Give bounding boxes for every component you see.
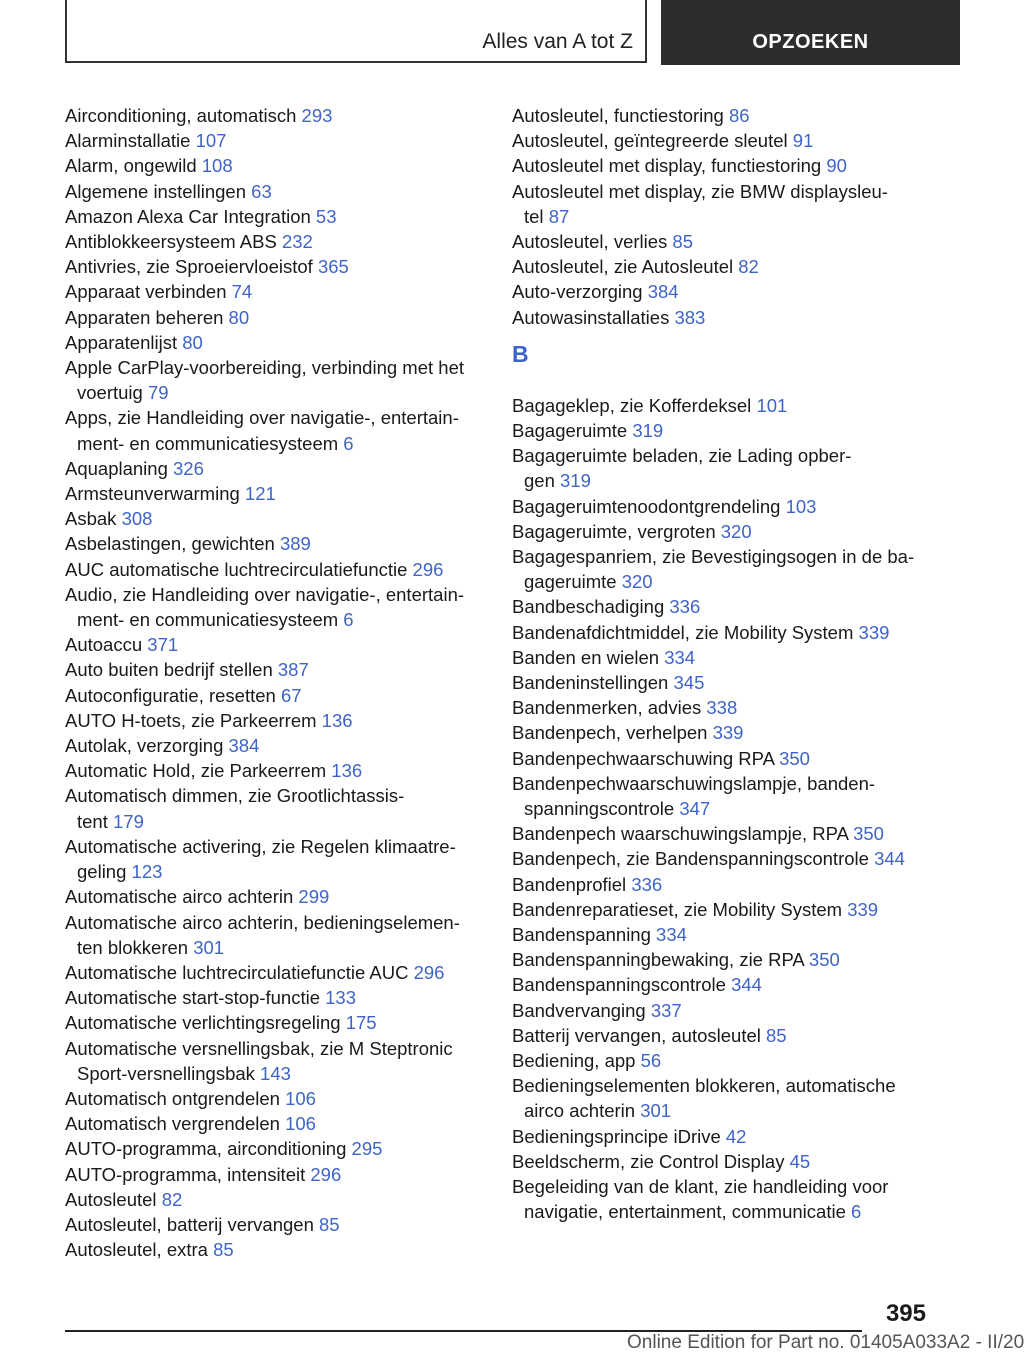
- page-reference-link[interactable]: 6: [343, 432, 354, 454]
- index-entry-text: Autosleutel, geïntegreerde sleutel: [512, 130, 788, 152]
- index-entry: [512, 103, 932, 128]
- index-entry-text: Auto buiten bedrijf stellen: [65, 659, 273, 681]
- index-entry: [512, 594, 932, 619]
- page-reference-link[interactable]: 103: [785, 495, 817, 517]
- page-reference-link[interactable]: 106: [285, 1087, 316, 1109]
- index-entry: [512, 519, 932, 544]
- index-entry: [65, 1086, 485, 1111]
- index-entry-text: Bagageruimte beladen, zie Lading opber-: [512, 445, 852, 467]
- index-entry-text: Airconditioning, automatisch: [65, 105, 297, 126]
- index-entry-text: Bagageruimtenoodontgrendeling: [512, 495, 781, 517]
- index-entry-text: Bandenspanningscontrole: [512, 974, 726, 996]
- index-entry: [65, 330, 485, 355]
- index-entry: [512, 1124, 932, 1149]
- page-reference-link[interactable]: 85: [672, 231, 693, 253]
- page-reference-link[interactable]: 82: [738, 256, 759, 278]
- index-entry: [65, 506, 485, 531]
- page-reference-link[interactable]: 334: [656, 924, 687, 946]
- index-entry: [65, 279, 485, 304]
- index-column-right: [512, 103, 932, 1225]
- index-entry: [65, 557, 485, 582]
- page-reference-link[interactable]: 371: [147, 634, 179, 656]
- index-entry-text: ment- en communicatiesysteem: [77, 432, 339, 454]
- index-entry-text: gageruimte: [524, 571, 617, 593]
- page-reference-link[interactable]: 179: [113, 810, 144, 832]
- index-entry: [512, 494, 932, 519]
- index-entry: [65, 985, 485, 1010]
- index-entry-text: Bandenreparatieset, zie Mobility System: [512, 898, 843, 920]
- index-entry-text: Bedieningselementen blokkeren, automatische: [512, 1075, 896, 1097]
- index-entry-text: Autosleutel, functiestoring: [512, 105, 724, 126]
- index-entry-text: Autosleutel met display, functiestoring: [512, 155, 822, 177]
- index-entry-text: Bandbeschadiging: [512, 596, 665, 618]
- index-entry: [65, 683, 485, 708]
- index-entry: [65, 1010, 485, 1035]
- page-reference-link[interactable]: 82: [161, 1188, 183, 1210]
- index-entry-text: Autosleutel, extra: [65, 1239, 208, 1261]
- tab-label: OPZOEKEN: [752, 31, 869, 53]
- index-entry-text: ment- en communicatiesysteem: [77, 609, 339, 631]
- index-entry: [512, 1048, 932, 1073]
- index-entry-text: AUC automatische luchtrecirculatiefunctie: [65, 558, 408, 580]
- index-entry: [512, 670, 932, 695]
- page-reference-link[interactable]: 384: [228, 735, 260, 757]
- index-entry-text: Autosleutel met display, zie BMW displaysleu-: [512, 180, 888, 202]
- index-entry-text: Asbak: [65, 508, 117, 530]
- index-entry: [65, 884, 485, 909]
- index-entry-text: Automatische airco achterin, bedieningselemen-: [65, 911, 460, 933]
- section-title: Alles van A tot Z: [482, 30, 633, 53]
- index-entry-text: Apparaat verbinden: [65, 281, 227, 303]
- page-reference-link[interactable]: 56: [640, 1050, 662, 1072]
- index-entry: [65, 1036, 485, 1086]
- page-reference-link[interactable]: 301: [640, 1100, 672, 1122]
- page-reference-link[interactable]: 133: [325, 987, 357, 1009]
- index-entry-text: Amazon Alexa Car Integration: [65, 205, 311, 227]
- page-reference-link[interactable]: 338: [706, 697, 738, 719]
- page-reference-link[interactable]: 339: [847, 898, 879, 920]
- index-entry-text: Automatische versnellingsbak, zie M Steptronic: [65, 1037, 453, 1059]
- page-reference-link[interactable]: 101: [756, 394, 788, 416]
- index-entry-text: AUTO H-toets, zie Parkeerrem: [65, 709, 317, 731]
- index-entry-text: spanningscontrole: [524, 798, 675, 820]
- index-entry: [65, 481, 485, 506]
- index-entry-text: Audio, zie Handleiding over navigatie-, entertain-: [65, 583, 465, 605]
- index-entry-text: Bandenprofiel: [512, 873, 627, 895]
- page-reference-link[interactable]: 383: [674, 306, 706, 328]
- page-reference-link[interactable]: 345: [673, 672, 705, 694]
- page-reference-link[interactable]: 350: [853, 823, 884, 845]
- index-entry: [512, 645, 932, 670]
- index-entry-text: Bandenspanning: [512, 924, 651, 946]
- page-reference-link[interactable]: 389: [279, 533, 311, 555]
- page-number: 395: [885, 1300, 926, 1327]
- index-entry-text: Beeldscherm, zie Control Display: [512, 1150, 785, 1172]
- index-entry-text: geling: [77, 861, 127, 883]
- index-entry-text: navigatie, entertainment, communicatie: [524, 1201, 846, 1223]
- index-entry-text: Bagageklep, zie Kofferdeksel: [512, 394, 752, 416]
- page-reference-link[interactable]: 339: [858, 621, 890, 643]
- index-entry: [65, 204, 485, 229]
- index-entry-text: Asbelastingen, gewichten: [65, 533, 275, 555]
- index-entry-text: tel: [524, 205, 544, 227]
- page-reference-link[interactable]: 295: [351, 1138, 383, 1160]
- index-entry-text: Bandenafdichtmiddel, zie Mobility System: [512, 621, 854, 643]
- index-entry: [65, 783, 485, 833]
- page-reference-link[interactable]: 293: [301, 105, 333, 126]
- index-entry-text: Bandvervanging: [512, 999, 646, 1021]
- page-reference-link[interactable]: 365: [317, 256, 349, 278]
- index-entry-text: Autosleutel, zie Autosleutel: [512, 256, 734, 278]
- index-entry: [512, 418, 932, 443]
- index-entry-text: ten blokkeren: [77, 936, 189, 958]
- page-reference-link[interactable]: 320: [621, 571, 653, 593]
- page-reference-link[interactable]: 387: [277, 659, 309, 681]
- index-entry: [65, 128, 485, 153]
- index-entry-text: Bandeninstellingen: [512, 672, 669, 694]
- index-entry: [512, 720, 932, 745]
- index-entry: [65, 103, 485, 128]
- index-entry-text: Automatische activering, zie Regelen klimaatre-: [65, 835, 456, 857]
- index-entry-text: Bandenmerken, advies: [512, 697, 702, 719]
- index-entry: [65, 254, 485, 279]
- index-entry: [512, 179, 932, 229]
- page-reference-link[interactable]: 85: [766, 1024, 787, 1046]
- index-entry-text: Autosleutel, batterij vervangen: [65, 1213, 314, 1235]
- index-entry-text: Autosleutel, verlies: [512, 231, 668, 253]
- index-entry: [65, 305, 485, 330]
- index-entry-text: tent: [77, 810, 108, 832]
- index-entry-text: Bagagespanriem, zie Bevestigingsogen in de ba-: [512, 546, 915, 568]
- page-reference-link[interactable]: 87: [548, 205, 570, 227]
- index-entry: [512, 846, 932, 871]
- index-entry-text: Automatisch vergrendelen: [65, 1113, 280, 1135]
- index-entry: [65, 1111, 485, 1136]
- index-entry-text: Autosleutel: [65, 1188, 157, 1210]
- index-entry-text: Alarminstallatie: [65, 130, 191, 152]
- page-reference-link[interactable]: 136: [321, 709, 353, 731]
- index-entry-text: AUTO-programma, airconditioning: [65, 1138, 347, 1160]
- index-entry-text: airco achterin: [524, 1100, 636, 1122]
- page-reference-link[interactable]: 296: [310, 1163, 342, 1185]
- index-entry-text: Automatisch dimmen, zie Grootlichtassis-: [65, 785, 405, 807]
- index-entry-text: Auto-verzorging: [512, 281, 643, 303]
- page-reference-link[interactable]: 336: [631, 873, 663, 895]
- page-reference-link[interactable]: 90: [826, 155, 847, 177]
- index-entry: [512, 947, 932, 972]
- page-reference-link[interactable]: 85: [319, 1213, 340, 1235]
- page-reference-link[interactable]: 121: [244, 483, 276, 505]
- index-entry: [512, 1174, 932, 1224]
- index-entry: [512, 695, 932, 720]
- index-entry-text: Algemene instellingen: [65, 180, 247, 202]
- page-reference-link[interactable]: 53: [315, 205, 337, 227]
- header-tab-opzoeken[interactable]: [661, 0, 960, 65]
- page-reference-link[interactable]: 319: [560, 470, 591, 492]
- page-reference-link[interactable]: 347: [679, 798, 711, 820]
- page-reference-link[interactable]: 91: [792, 130, 814, 152]
- index-entry-text: Automatic Hold, zie Parkeerrem: [65, 760, 327, 782]
- page-reference-link[interactable]: 344: [731, 974, 762, 996]
- index-entry: [65, 632, 485, 657]
- index-entry: [512, 922, 932, 947]
- index-entry: [65, 1237, 485, 1262]
- index-entry: [65, 657, 485, 682]
- page-reference-link[interactable]: 175: [345, 1012, 377, 1034]
- index-entry: [65, 1187, 485, 1212]
- page-reference-link[interactable]: 319: [632, 420, 664, 441]
- index-entry-text: Apparatenlijst: [65, 331, 178, 353]
- index-entry: [512, 229, 932, 254]
- index-entry: [65, 531, 485, 556]
- index-entry: [65, 1212, 485, 1237]
- index-entry-text: Alarm, ongewild: [65, 155, 197, 177]
- page-reference-link[interactable]: 80: [182, 331, 203, 353]
- index-entry-text: Apple CarPlay-voorbereiding, verbinding met het: [65, 357, 464, 379]
- index-entry-text: gen: [524, 470, 555, 492]
- page-reference-link[interactable]: 320: [720, 520, 752, 542]
- index-entry-text: Bandenspanningbewaking, zie RPA: [512, 949, 804, 971]
- index-entry-text: Antivries, zie Sproeiervloeistof: [65, 256, 313, 278]
- index-entry: [512, 279, 932, 304]
- index-entry-text: Bandenpech waarschuwingslampje, RPA: [512, 823, 848, 845]
- page-reference-link[interactable]: 79: [147, 382, 169, 404]
- index-entry: [512, 746, 932, 771]
- page-reference-link[interactable]: 107: [195, 130, 227, 152]
- page-reference-link[interactable]: 123: [131, 861, 163, 883]
- index-entry-text: Bedieningsprincipe iDrive: [512, 1125, 721, 1147]
- index-entry: [512, 872, 932, 897]
- index-entry: [512, 771, 932, 821]
- index-entry: [512, 544, 932, 594]
- index-entry-text: Apparaten beheren: [65, 306, 224, 328]
- index-entry: [65, 758, 485, 783]
- page-reference-link[interactable]: 299: [298, 886, 330, 908]
- index-entry: [512, 897, 932, 922]
- index-entry: [512, 821, 932, 846]
- page-reference-link[interactable]: 136: [331, 760, 363, 782]
- header-title-box: [65, 0, 647, 63]
- index-entry-text: voertuig: [77, 382, 143, 404]
- page-reference-link[interactable]: 86: [729, 105, 750, 126]
- index-entry: [65, 960, 485, 985]
- index-entry-text: Apps, zie Handleiding over navigatie-, entertain-: [65, 407, 459, 429]
- index-entry-text: Aquaplaning: [65, 457, 168, 479]
- page-reference-link[interactable]: 384: [647, 281, 679, 303]
- index-entry: [512, 153, 932, 178]
- page-reference-link[interactable]: 337: [650, 999, 682, 1021]
- index-entry: [512, 620, 932, 645]
- index-entry: [512, 393, 932, 418]
- page-reference-link[interactable]: 63: [251, 180, 272, 202]
- page-reference-link[interactable]: 326: [173, 457, 204, 479]
- index-entry-text: Antiblokkeersysteem ABS: [65, 231, 277, 253]
- index-entry: [65, 708, 485, 733]
- page-reference-link[interactable]: 232: [281, 231, 313, 253]
- index-entry: [65, 456, 485, 481]
- page-reference-link[interactable]: 67: [280, 684, 302, 706]
- page-reference-link[interactable]: 296: [413, 961, 445, 983]
- index-entry-text: Begeleiding van de klant, zie handleiding voor: [512, 1176, 889, 1198]
- index-entry: [512, 1149, 932, 1174]
- page-reference-link[interactable]: 344: [874, 848, 905, 870]
- index-entry-text: Autoaccu: [65, 634, 143, 656]
- page-reference-link[interactable]: 108: [201, 155, 233, 177]
- edition-footer: Online Edition for Part no. 01405A033A2 - II/20: [627, 1332, 1024, 1353]
- index-entry-text: Automatisch ontgrendelen: [65, 1087, 280, 1109]
- page-reference-link[interactable]: 45: [789, 1150, 811, 1172]
- index-entry-text: Autolak, verzorging: [65, 735, 224, 757]
- page-reference-link[interactable]: 339: [712, 722, 744, 744]
- page-reference-link[interactable]: 6: [851, 1201, 862, 1223]
- index-entry: [512, 254, 932, 279]
- index-entry-text: Bandenpechwaarschuwing RPA: [512, 747, 774, 769]
- index-entry: [512, 998, 932, 1023]
- index-entry-text: Batterij vervangen, autosleutel: [512, 1024, 761, 1046]
- page-reference-link[interactable]: 350: [779, 747, 810, 769]
- page-reference-link[interactable]: 74: [231, 281, 253, 303]
- page-reference-link[interactable]: 350: [808, 949, 840, 971]
- index-entry-text: Automatische luchtrecirculatiefunctie AUC: [65, 961, 409, 983]
- page-reference-link[interactable]: 334: [664, 646, 696, 668]
- index-entry-text: Banden en wielen: [512, 646, 660, 668]
- index-entry-text: Bandenpech, zie Bandenspanningscontrole: [512, 848, 869, 870]
- page-reference-link[interactable]: 6: [343, 609, 354, 631]
- index-entry-text: Automatische verlichtingsregeling: [65, 1012, 341, 1034]
- index-entry: [65, 153, 485, 178]
- index-entry: [512, 305, 932, 330]
- index-entry-text: Bagageruimte, vergroten: [512, 520, 716, 542]
- index-entry-text: Sport-versnellingsbak: [77, 1062, 255, 1084]
- index-entry: [65, 179, 485, 204]
- index-entry: [512, 443, 932, 493]
- index-entry-text: AUTO-programma, intensiteit: [65, 1163, 306, 1185]
- index-entry: [512, 1073, 932, 1123]
- index-entry-text: Bagageruimte: [512, 420, 628, 441]
- index-entry-text: Bandenpech, verhelpen: [512, 722, 708, 744]
- index-entry-text: Bediening, app: [512, 1050, 636, 1072]
- index-entry: [512, 1023, 932, 1048]
- index-entry: [65, 1162, 485, 1187]
- page-reference-link[interactable]: 301: [193, 936, 225, 958]
- index-entry: [65, 910, 485, 960]
- index-column-left: [65, 103, 485, 1262]
- index-entry: [65, 355, 485, 405]
- index-entry: [512, 128, 932, 153]
- index-entry-text: Automatische airco achterin: [65, 886, 294, 908]
- page-reference-link[interactable]: 85: [213, 1239, 234, 1261]
- page-reference-link[interactable]: 336: [669, 596, 701, 618]
- page-reference-link[interactable]: 308: [121, 508, 153, 530]
- index-entry: [65, 1136, 485, 1161]
- index-entry-text: Automatische start-stop-functie: [65, 987, 320, 1009]
- index-entry: [65, 582, 485, 632]
- index-entry: [65, 405, 485, 455]
- index-entry-text: Bandenpechwaarschuwingslampje, banden-: [512, 772, 876, 794]
- index-entry-text: Armsteunverwarming: [65, 483, 240, 505]
- page-reference-link[interactable]: 80: [228, 306, 250, 328]
- page-reference-link[interactable]: 106: [285, 1113, 316, 1135]
- index-entry: [65, 834, 485, 884]
- page-reference-link[interactable]: 296: [412, 558, 444, 580]
- index-entry: [65, 229, 485, 254]
- index-entry-text: Autowasinstallaties: [512, 306, 670, 328]
- index-entry: [512, 972, 932, 997]
- page-reference-link[interactable]: 143: [260, 1062, 291, 1084]
- index-section-letter: B: [512, 341, 529, 368]
- page-reference-link[interactable]: 42: [725, 1125, 747, 1147]
- index-entry: [65, 733, 485, 758]
- index-entry-text: Autoconfiguratie, resetten: [65, 684, 276, 706]
